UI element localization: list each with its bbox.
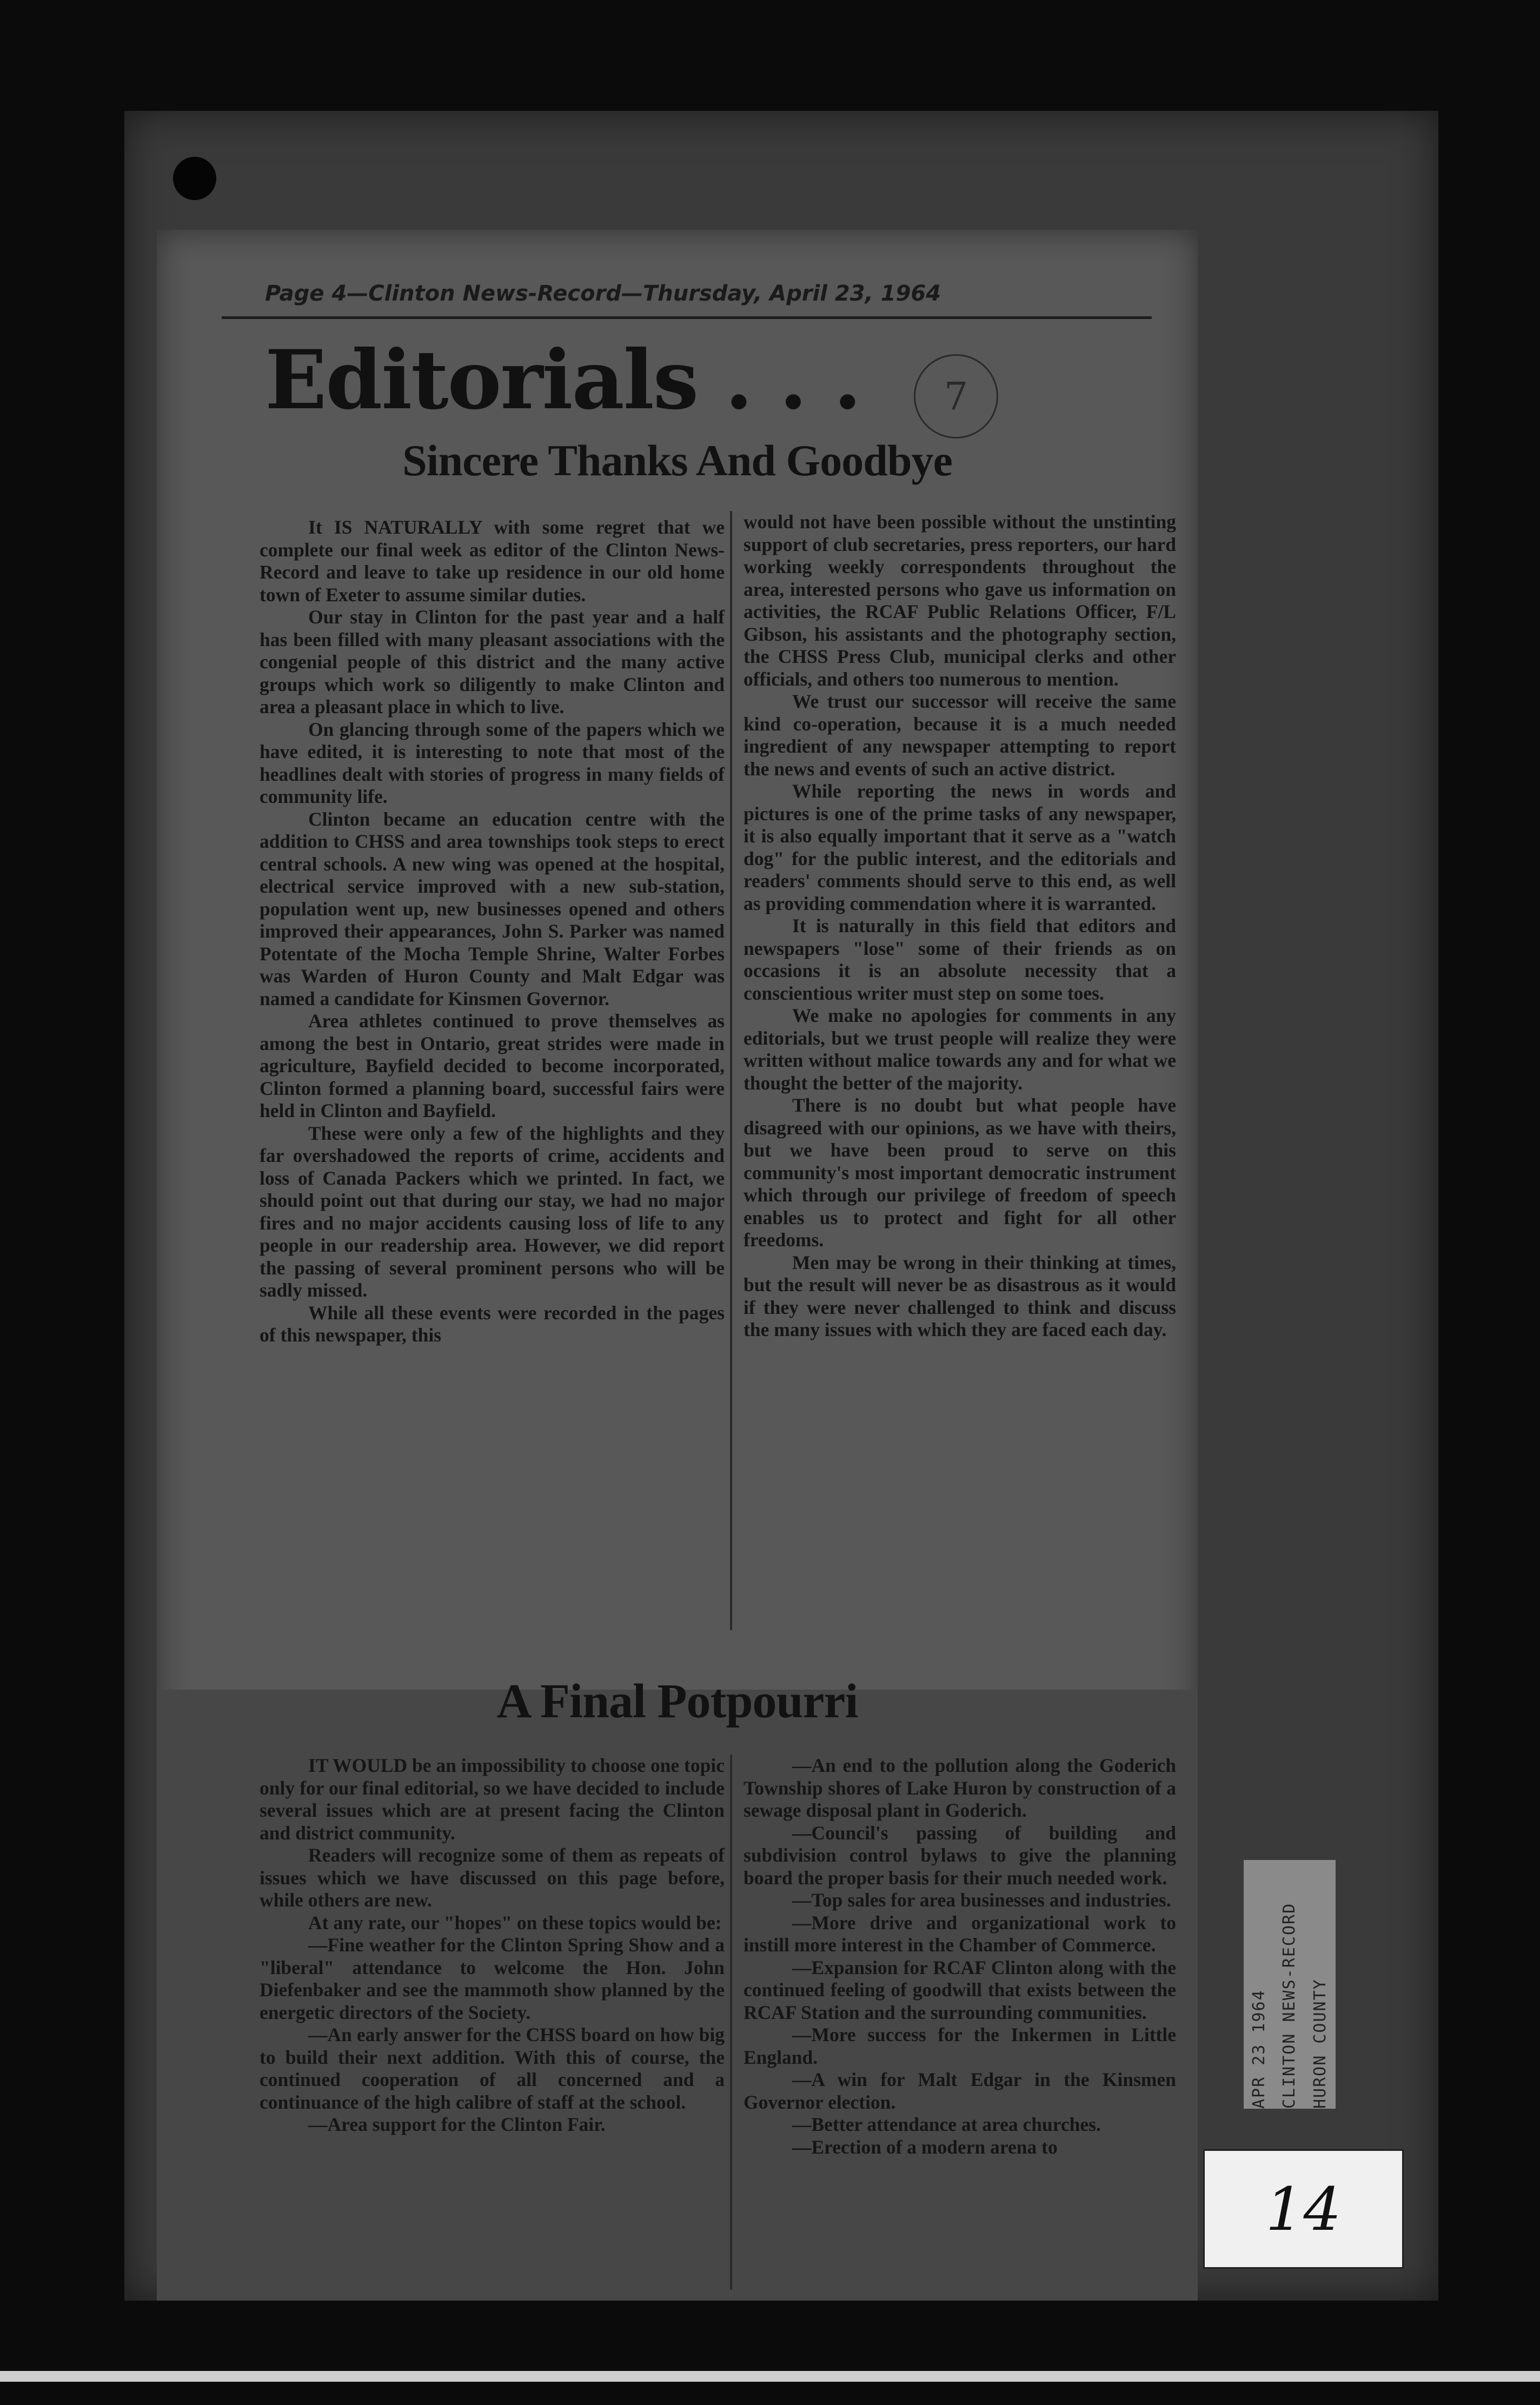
paragraph: —Expansion for RCAF Clinton along with the continued feeling of goodwill that exists between the RCAF Station and the surrounding communities. (744, 1956, 1176, 2023)
paragraph: We make no apologies for comments in any editorials, but we trust people will realize they were written without malice towards any and for what we thought the better of the majority. (744, 1005, 1176, 1094)
label-line: CLINTON NEWS-RECORD (1280, 1902, 1299, 2109)
label-line: APR 23 1964 (1249, 1989, 1269, 2109)
label-line: HURON COUNTY (1311, 1978, 1330, 2109)
paragraph: —Council's passing of building and subdivision control bylaws to give the planning board the proper basis for their much needed work. (744, 1822, 1176, 1889)
column-rule (730, 511, 732, 1630)
paragraph: —More drive and organizational work to instill more interest in the Chamber of Commerce. (744, 1911, 1176, 1956)
paragraph: We trust our successor will receive the same kind co-operation, because it is a much needed ingredient of any newspaper attempting to report the news and events of such an active district. (744, 690, 1176, 780)
article2-headline: A Final Potpourri (496, 1675, 858, 1728)
circled-margin-mark: 7 (914, 354, 998, 439)
paragraph: It IS NATURALLY with some regret that we complete our final week as editor of the Clinton News-Record and leave to take up residence in our old home town of Exeter to assume similar duties. (260, 516, 725, 606)
paragraph: —An early answer for the CHSS board on how big to build their next addition. With this of course, the continued cooperation of all concerned and a continuance of the high calibre of staff at the school. (260, 2024, 725, 2113)
paragraph: Area athletes continued to prove themselves as among the best in Ontario, great strides were made in agriculture, Bayfield decided to become incorporated, Clinton formed a planning board, successful fairs were held in Clinton and Bayfield. (260, 1010, 725, 1121)
article2-left-column (260, 1755, 725, 2136)
paragraph: —Fine weather for the Clinton Spring Show and a "liberal" attendance to welcome the Hon. John Diefenbaker and see the mammoth show planned by the energetic directors of the Society. (260, 1934, 725, 2023)
paragraph: These were only a few of the highlights and they far overshadowed the reports of crime, accidents and loss of Canada Packers which we printed. In fact, we should point out that during our stay, we had no major fires and no major accidents causing loss of life to any people in our readership area. However, we did report the passing of several prominent persons who will be sadly missed. (260, 1122, 725, 1301)
punch-hole-top (173, 157, 216, 200)
newspaper-clipping (157, 230, 1198, 2301)
page-folio: Page 4—Clinton News-Record—Thursday, April 23, 1964 (265, 281, 941, 306)
paragraph: —Erection of a modern arena to (792, 2136, 1058, 2158)
column-rule (730, 1755, 732, 2290)
article1-headline: Sincere Thanks And Goodbye (402, 436, 952, 485)
paragraph: Clinton became an education centre with the addition to CHSS and area townships took steps to erect central schools. A new wing was opened at the hospital, electrical service improved with a new sub-station, population went up, new businesses opened and others improved their appearances, John S. Parker was named Potentate of the Mocha Temple Shrine, Walter Forbes was Warden of Huron County and Malt Edgar was named a candidate for Kinsmen Governor. (260, 808, 725, 1009)
paragraph: —An end to the pollution along the Goderich Township shores of Lake Huron by construction of a sewage disposal plant in Goderich. (744, 1755, 1176, 1821)
page-number-tag: 14 (1203, 2149, 1404, 2269)
article2-right-column (744, 1755, 1176, 2158)
paragraph: There is no doubt but what people have disagreed with our opinions, as we have with theirs, but we have been proud to serve on this community's most important democratic instrument which through our privilege of freedom of speech enables us to protect and fight for all other freedoms. (744, 1094, 1176, 1251)
paragraph: Men may be wrong in their thinking at times, but the result will never be as disastrous as it would if they were never challenged to think and discuss the many issues with which they are faced each day. (744, 1251, 1176, 1340)
paragraph: While all these events were recorded in the pages of this newspaper, this (260, 1301, 725, 1346)
paragraph: —More success for the Inkermen in Little England. (744, 2024, 1176, 2068)
paragraph: While reporting the news in words and pictures is one of the prime tasks of any newspaper, it is also equally important that it serve as a "watch dog" for the public interest, and the editorials and readers' comments should serve to this end, as well as providing commendation where it is warranted. (744, 780, 1176, 914)
paragraph: It is naturally in this field that editors and newspapers "lose" some of their friends as on occasions it is an absolute necessity that a conscientious writer must step on some toes. (744, 915, 1176, 1004)
scan-edge (0, 2371, 1540, 2382)
paragraph: would not have been possible without the unstinting support of club secretaries, press reporters, our hard working weekly correspondents throughout the area, interested persons who gave us information on activities, the RCAF Public Relations Officer, F/L Gibson, his assistants and the photography section, the CHSS Press Club, municipal clerks and other officials, and others too numerous to mention. (744, 511, 1176, 690)
article1-left-column (260, 516, 725, 1347)
editorials-masthead: Editorials . . . (265, 333, 861, 428)
paragraph: —Better attendance at area churches. (792, 2114, 1101, 2135)
paragraph: IT WOULD be an impossibility to choose one topic only for our final editorial, so we have decided to include several issues which are at present facing the Clinton and district community. (260, 1755, 725, 1844)
paragraph: Our stay in Clinton for the past year and a half has been filled with many pleasant associations with the congenial people of this district and the many active groups which work so diligently to make Clinton and area a pleasant place in which to live. (260, 606, 725, 717)
paragraph: Readers will recognize some of them as repeats of issues which we have discussed on this page before, while others are new. (260, 1844, 725, 1911)
archive-label-strip (1244, 1860, 1336, 2109)
paragraph: On glancing through some of the papers which we have edited, it is interesting to note that most of the headlines dealt with stories of progress in many fields of community life. (260, 718, 725, 807)
paragraph: —Top sales for area businesses and industries. (792, 1889, 1171, 1911)
paragraph: —Area support for the Clinton Fair. (308, 2114, 606, 2135)
article1-right-column (744, 511, 1176, 1341)
paragraph: —A win for Malt Edgar in the Kinsmen Governor election. (744, 2069, 1176, 2113)
folio-rule (222, 316, 1152, 319)
paragraph: At any rate, our "hopes" on these topics would be: (308, 1911, 722, 1934)
